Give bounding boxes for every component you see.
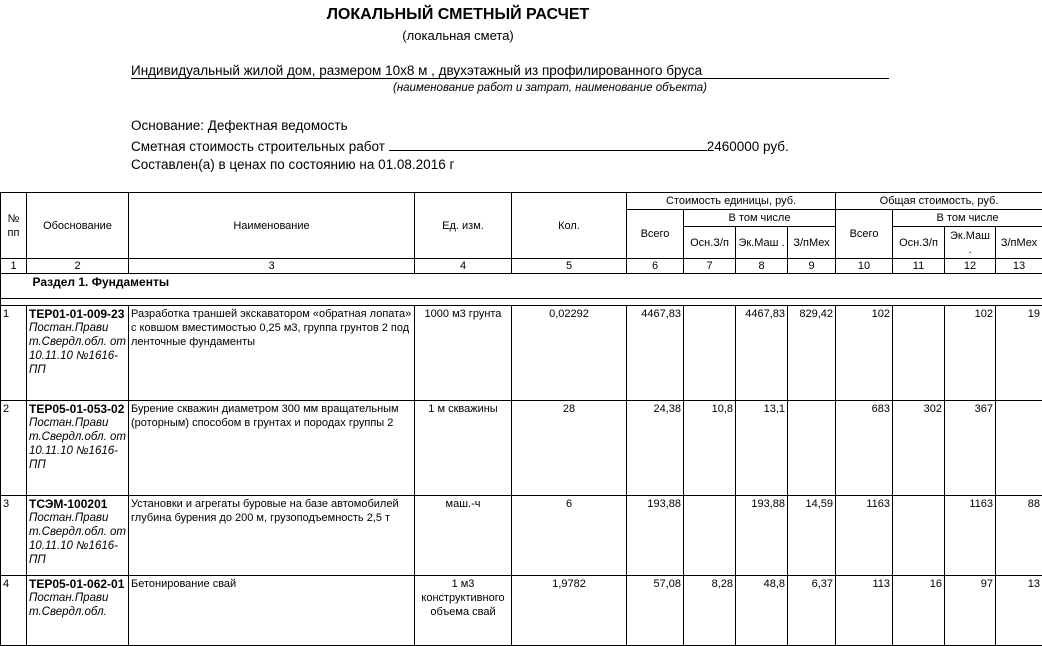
- object-name: Индивидуальный жилой дом, размером 10х8 м , двухэтажный из профилированного бруса: [131, 63, 889, 79]
- row-name: Бурение скважин диаметром 300 мм вращательным (роторным) способом в грунтах и породах группы 2: [129, 401, 415, 496]
- document-subtitle: (локальная смета): [0, 28, 916, 43]
- row-ref: Постан.Прави т.Свердл.обл. от 10.11.10 №1616-ПП: [29, 321, 126, 377]
- row-unit: 1 м скважины: [415, 401, 512, 496]
- col-number: 12: [945, 259, 996, 274]
- cost-blank-line: [389, 138, 597, 151]
- row-num: 1: [1, 306, 27, 401]
- row-basis: [27, 576, 129, 646]
- row-total-mex: [996, 401, 1042, 496]
- header-total-ekmash: Эк.Маш .: [945, 227, 996, 259]
- row-total-osn: [893, 306, 945, 401]
- row-num: 4: [1, 576, 27, 646]
- row-basis: [27, 401, 129, 496]
- col-number: 8: [736, 259, 788, 274]
- prices-date-line: Составлен(а) в ценах по состоянию на 01.08.2016 г: [131, 157, 454, 172]
- row-code: ТЕР05-01-053-02: [29, 402, 126, 416]
- col-number: 11: [893, 259, 945, 274]
- row-unit-mex: [788, 401, 836, 496]
- basis-line: Основание: Дефектная ведомость: [131, 118, 348, 133]
- section-spacer: [1, 274, 27, 299]
- row-unit-osn: [684, 496, 736, 576]
- row-total-mex: 13: [996, 576, 1042, 646]
- row-unit-all: 24,38: [627, 401, 684, 496]
- row-ref: Постан.Прави т.Свердл.обл. от 10.11.10 №1616-ПП: [29, 416, 126, 472]
- row-total-mash: 102: [945, 306, 996, 401]
- row-unit-all: 193,88: [627, 496, 684, 576]
- header-unit-all: Всего: [627, 210, 684, 259]
- row-ref: Постан.Прави т.Свердл.обл.: [29, 591, 126, 619]
- header-qty: Кол.: [512, 193, 627, 259]
- header-total-all: Всего: [836, 210, 893, 259]
- header-total-zpmeh: З/пМех: [996, 227, 1042, 259]
- row-unit: 1 м3 конструктивного объема свай: [415, 576, 512, 646]
- document-title: ЛОКАЛЬНЫЙ СМЕТНЫЙ РАСЧЕТ: [0, 6, 916, 24]
- row-total-mash: 1163: [945, 496, 996, 576]
- row-total-all: 102: [836, 306, 893, 401]
- row-total-osn: 302: [893, 401, 945, 496]
- table-row: [1, 496, 1042, 576]
- row-qty: 6: [512, 496, 627, 576]
- row-qty: 0,02292: [512, 306, 627, 401]
- header-total-incl: В том числе: [893, 210, 1042, 227]
- header-unit-ekmash: Эк.Маш .: [736, 227, 788, 259]
- row-unit: маш.-ч: [415, 496, 512, 576]
- header-num: № пп: [1, 193, 27, 259]
- col-number: 4: [415, 259, 512, 274]
- row-unit-mash: 13,1: [736, 401, 788, 496]
- header-unit-osn: Осн.З/п: [684, 227, 736, 259]
- col-number: 7: [684, 259, 736, 274]
- header-total-cost: Общая стоимость, руб.: [836, 193, 1042, 210]
- row-unit-osn: 8,28: [684, 576, 736, 646]
- row-total-mex: 88: [996, 496, 1042, 576]
- row-unit-osn: [684, 306, 736, 401]
- col-number: 10: [836, 259, 893, 274]
- row-total-all: 1163: [836, 496, 893, 576]
- row-unit: 1000 м3 грунта: [415, 306, 512, 401]
- cost-blank-line-2: [597, 138, 707, 151]
- row-total-all: 113: [836, 576, 893, 646]
- table-row: [1, 401, 1042, 496]
- header-unit-incl: В том числе: [684, 210, 836, 227]
- header-name: Наименование: [129, 193, 415, 259]
- col-number: 2: [27, 259, 129, 274]
- row-basis: [27, 306, 129, 401]
- row-name: Установки и агрегаты буровые на базе автомобилей глубина бурения до 200 м, грузоподъемность 2,5 т: [129, 496, 415, 576]
- row-code: ТЕР01-01-009-23: [29, 307, 126, 321]
- row-unit-all: 4467,83: [627, 306, 684, 401]
- table-row: [1, 306, 1042, 401]
- row-num: 3: [1, 496, 27, 576]
- col-number: 6: [627, 259, 684, 274]
- row-total-all: 683: [836, 401, 893, 496]
- table-row: [1, 576, 1042, 646]
- row-name: Разработка траншей экскаватором «обратная лопата» с ковшом вместимостью 0,25 м3, группа грунтов 2 под ленточные фундаменты: [129, 306, 415, 401]
- row-code: ТЕР05-01-062-01: [29, 577, 126, 591]
- header-unit-cost: Стоимость единицы, руб.: [627, 193, 836, 210]
- header-unit-zpmeh: З/пМех: [788, 227, 836, 259]
- row-unit-mash: 193,88: [736, 496, 788, 576]
- estimate-table: [0, 192, 1042, 646]
- row-unit-mash: 48,8: [736, 576, 788, 646]
- header-unit: Ед. изм.: [415, 193, 512, 259]
- col-number: 5: [512, 259, 627, 274]
- col-number: 13: [996, 259, 1042, 274]
- header-total-osn: Осн.З/п: [893, 227, 945, 259]
- row-unit-mex: 829,42: [788, 306, 836, 401]
- row-num: 2: [1, 401, 27, 496]
- row-total-mash: 97: [945, 576, 996, 646]
- row-unit-mex: 14,59: [788, 496, 836, 576]
- row-qty: 28: [512, 401, 627, 496]
- object-name-caption: (наименование работ и затрат, наименование объекта): [393, 82, 707, 94]
- row-code: ТСЭМ-100201: [29, 497, 126, 511]
- row-qty: 1,9782: [512, 576, 627, 646]
- cost-value: 2460000 руб.: [707, 139, 789, 154]
- section-gap: [1, 299, 1042, 306]
- row-basis: [27, 496, 129, 576]
- row-unit-mash: 4467,83: [736, 306, 788, 401]
- row-ref: Постан.Прави т.Свердл.обл. от 10.11.10 №1616-ПП: [29, 511, 126, 567]
- row-name: Бетонирование свай: [129, 576, 415, 646]
- row-total-mash: 367: [945, 401, 996, 496]
- col-number: 9: [788, 259, 836, 274]
- row-unit-osn: 10,8: [684, 401, 736, 496]
- header-basis: Обоснование: [27, 193, 129, 259]
- row-unit-mex: 6,37: [788, 576, 836, 646]
- col-number: 3: [129, 259, 415, 274]
- row-total-mex: 19: [996, 306, 1042, 401]
- estimated-cost-line: [131, 138, 789, 154]
- row-total-osn: 16: [893, 576, 945, 646]
- section-title: Раздел 1. Фундаменты: [27, 274, 1042, 299]
- cost-label: Сметная стоимость строительных работ: [131, 139, 385, 154]
- col-number: 1: [1, 259, 27, 274]
- row-total-osn: [893, 496, 945, 576]
- row-unit-all: 57,08: [627, 576, 684, 646]
